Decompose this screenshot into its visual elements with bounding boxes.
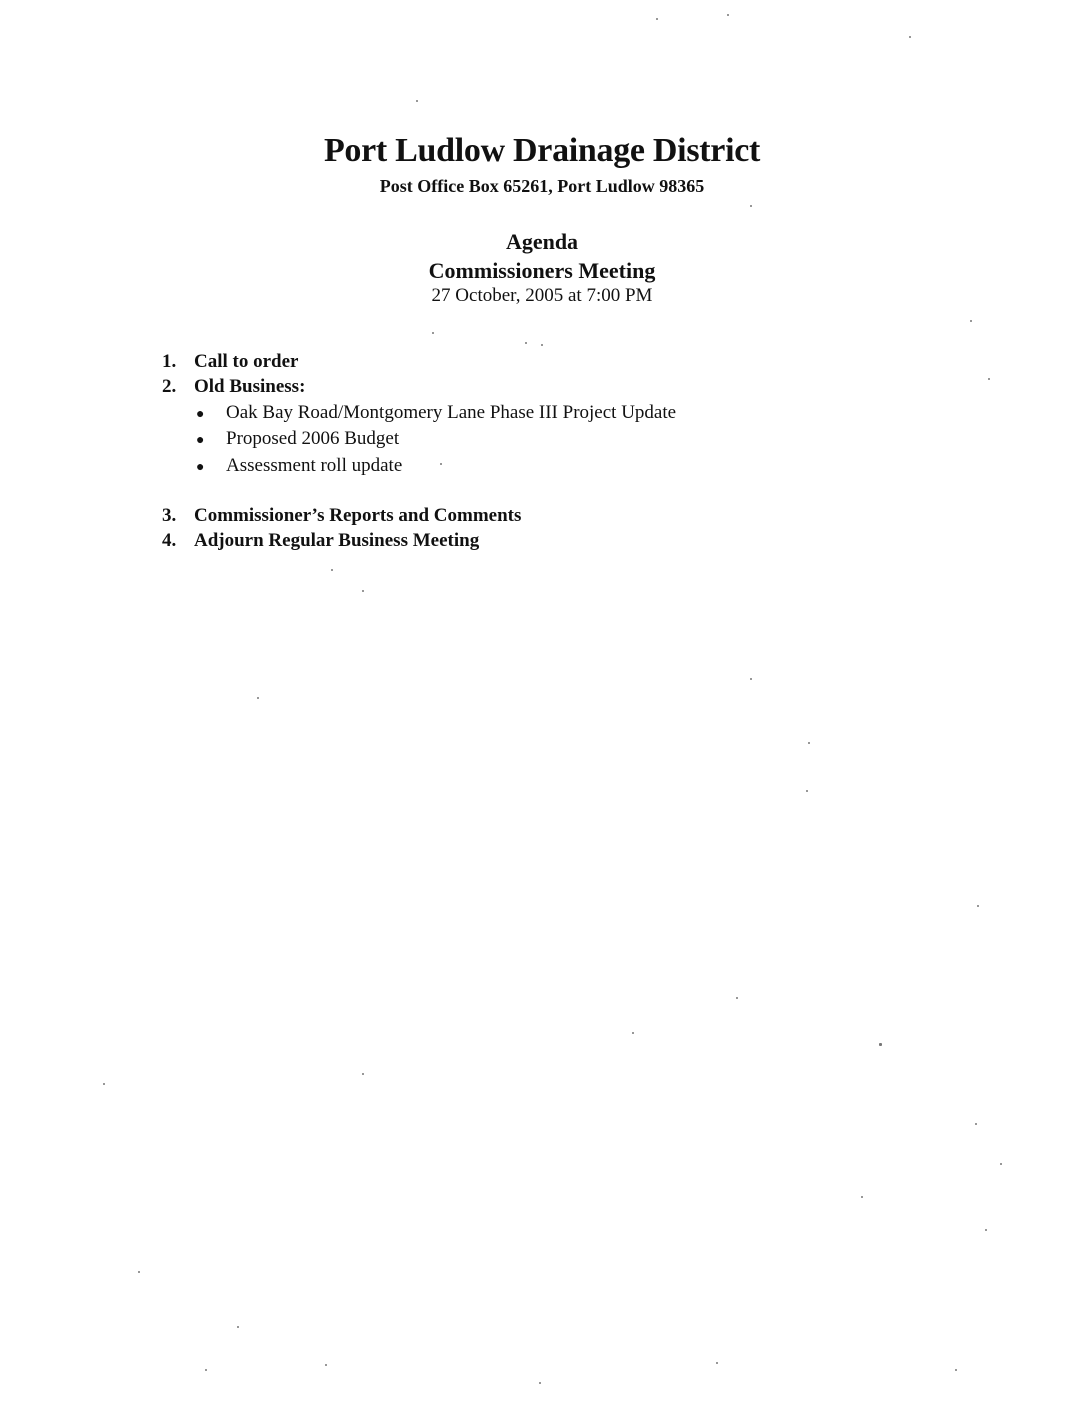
bullet-icon: ● xyxy=(196,433,205,448)
scan-speck xyxy=(716,1362,718,1364)
scan-speck xyxy=(440,463,442,465)
meeting-name: Commissioners Meeting xyxy=(428,258,656,283)
scan-speck xyxy=(736,997,738,999)
scan-speck xyxy=(525,342,527,344)
scan-speck xyxy=(416,100,418,102)
agenda-item-number: 1. xyxy=(162,351,177,372)
scan-speck xyxy=(988,378,990,380)
agenda-item-number: 2. xyxy=(162,376,177,397)
scan-speck xyxy=(975,1123,977,1125)
scan-speck xyxy=(727,14,729,16)
scan-speck xyxy=(539,1382,541,1384)
scan-speck xyxy=(138,1271,140,1273)
sub-item-label: Oak Bay Road/Montgomery Lane Phase III Project Update xyxy=(226,402,677,423)
agenda-item-label: Adjourn Regular Business Meeting xyxy=(194,530,480,551)
scan-speck xyxy=(257,697,259,699)
bullet-icon: ● xyxy=(196,460,205,475)
agenda-item-label: Old Business: xyxy=(194,376,306,397)
district-address: Post Office Box 65261, Port Ludlow 98365 xyxy=(379,176,705,196)
scan-speck xyxy=(909,36,911,38)
meeting-date: 27 October, 2005 at 7:00 PM xyxy=(431,285,653,306)
agenda-heading: Agenda xyxy=(505,229,579,254)
scan-speck xyxy=(432,332,434,334)
scan-speck xyxy=(750,205,752,207)
scan-speck xyxy=(632,1032,634,1034)
agenda-item xyxy=(162,505,521,527)
scan-speck xyxy=(861,1196,863,1198)
scan-speck xyxy=(977,905,979,907)
scan-speck xyxy=(103,1083,105,1085)
scan-speck xyxy=(325,1364,327,1366)
scan-speck xyxy=(541,344,543,346)
scan-speck xyxy=(1000,1163,1002,1165)
sub-item-label: Proposed 2006 Budget xyxy=(226,428,400,449)
scan-speck xyxy=(879,1043,882,1046)
scan-speck xyxy=(362,590,364,592)
document-title: Port Ludlow Drainage District xyxy=(323,132,761,169)
scan-speck xyxy=(955,1369,957,1371)
sub-item xyxy=(196,428,399,450)
scan-speck xyxy=(970,320,972,322)
scan-speck xyxy=(331,569,333,571)
scan-speck xyxy=(750,678,752,680)
bullet-icon: ● xyxy=(196,407,205,422)
agenda-item-label: Commissioner’s Reports and Comments xyxy=(194,505,522,526)
agenda-item xyxy=(162,530,479,552)
agenda-item xyxy=(162,376,305,398)
scan-speck xyxy=(362,1073,364,1075)
scan-speck xyxy=(237,1326,239,1328)
scan-speck xyxy=(806,790,808,792)
sub-item-label: Assessment roll update xyxy=(226,455,403,476)
scan-speck xyxy=(808,742,810,744)
scan-speck xyxy=(656,18,658,20)
scan-speck xyxy=(985,1229,987,1231)
sub-item xyxy=(196,455,402,477)
agenda-item xyxy=(162,351,298,373)
sub-item xyxy=(196,402,676,424)
agenda-item-number: 4. xyxy=(162,530,177,551)
agenda-item-label: Call to order xyxy=(194,351,299,372)
scan-speck xyxy=(205,1369,207,1371)
agenda-item-number: 3. xyxy=(162,505,177,526)
